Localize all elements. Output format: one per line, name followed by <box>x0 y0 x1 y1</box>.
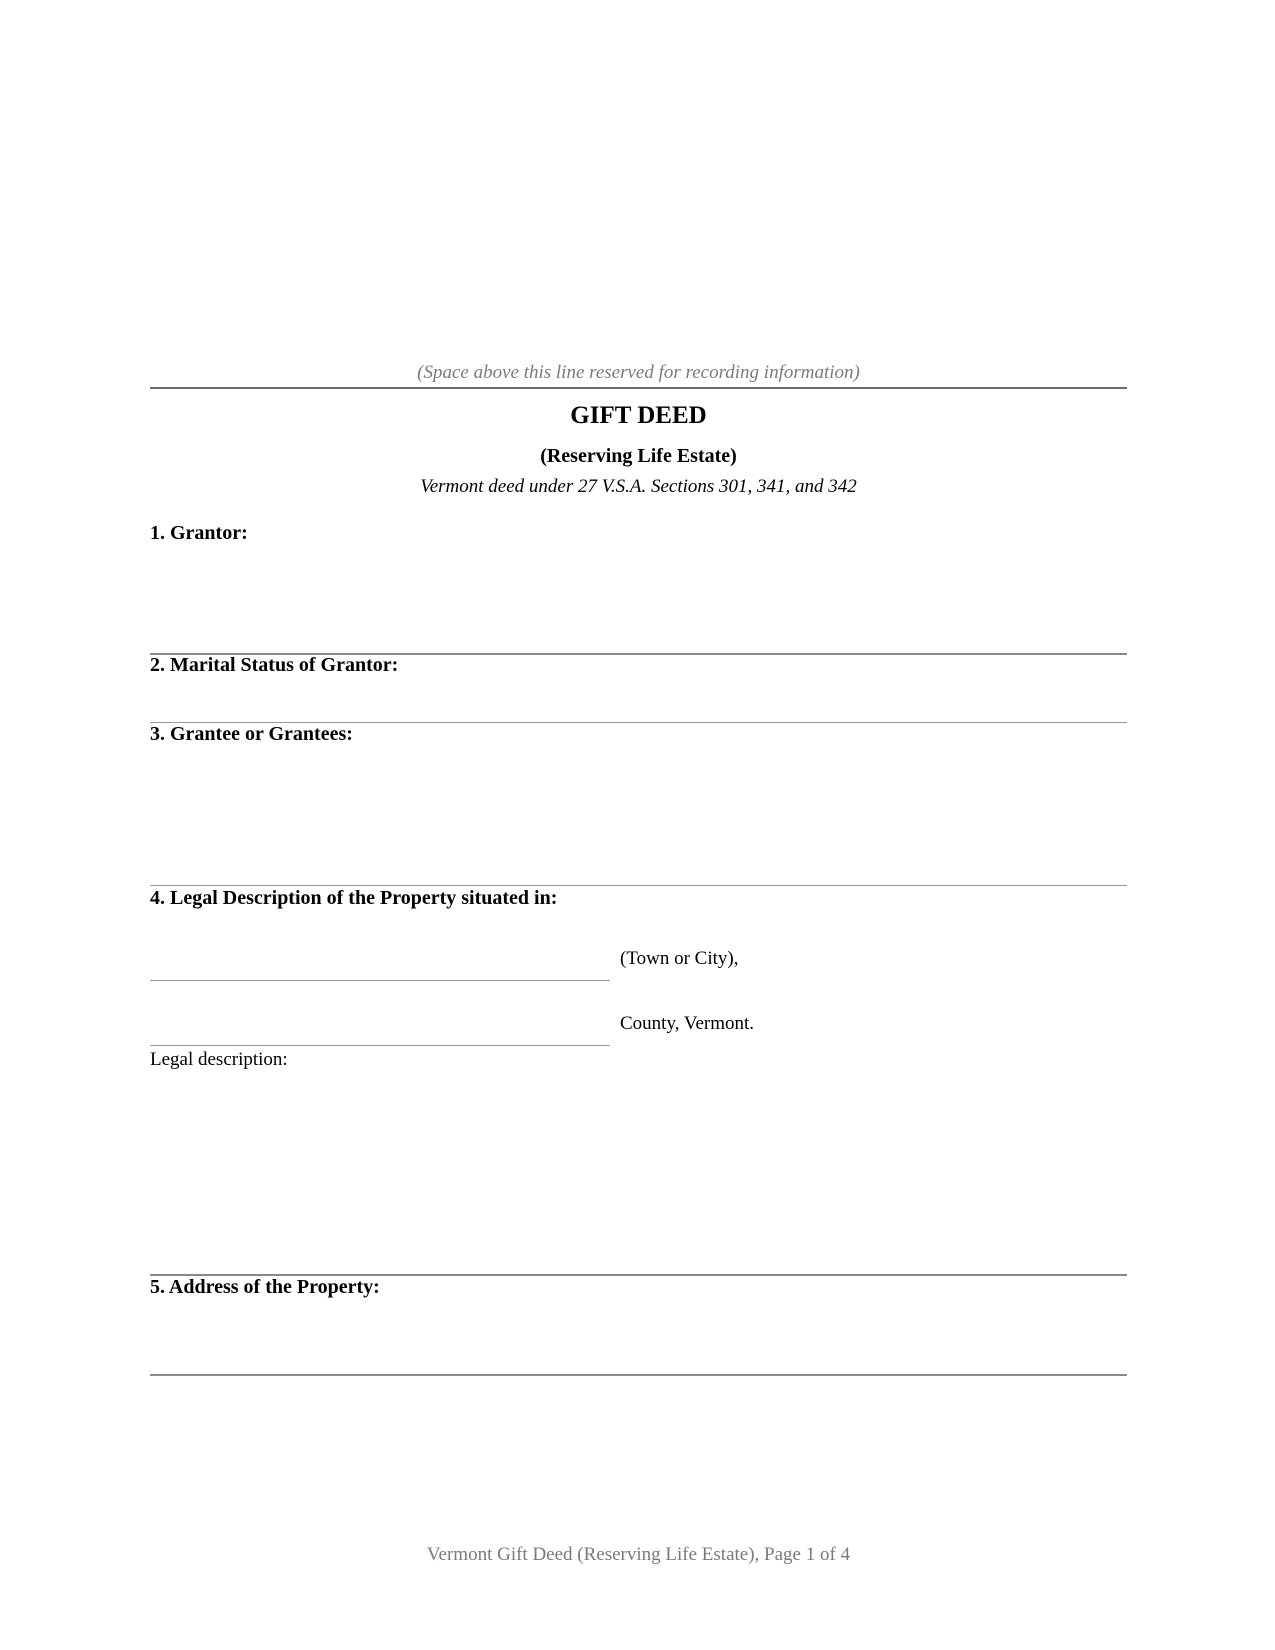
town-field-line[interactable] <box>150 980 610 981</box>
page-footer: Vermont Gift Deed (Reserving Life Estate), Page 1 of 4 <box>426 1544 851 1565</box>
marital-status-label: 2. Marital Status of Grantor: <box>150 654 399 676</box>
legal-description-section-label: 4. Legal Description of the Property situated in: <box>150 887 558 909</box>
address-label: 5. Address of the Property: <box>150 1276 380 1298</box>
county-field-line[interactable] <box>150 1045 610 1046</box>
document-title: GIFT DEED <box>570 402 707 429</box>
town-label: (Town or City), <box>620 948 739 969</box>
recording-space-note: (Space above this line reserved for recording information) <box>417 362 860 383</box>
document-subtitle: (Reserving Life Estate) <box>540 445 737 467</box>
county-label: County, Vermont. <box>620 1013 755 1034</box>
grantees-label: 3. Grantee or Grantees: <box>150 723 353 745</box>
grantor-label: 1. Grantor: <box>150 522 248 544</box>
recording-divider <box>150 387 1127 389</box>
legal-description-label: Legal description: <box>150 1049 288 1070</box>
address-field-line[interactable] <box>150 1374 1127 1376</box>
statute-reference: Vermont deed under 27 V.S.A. Sections 301, 341, and 342 <box>420 476 857 497</box>
